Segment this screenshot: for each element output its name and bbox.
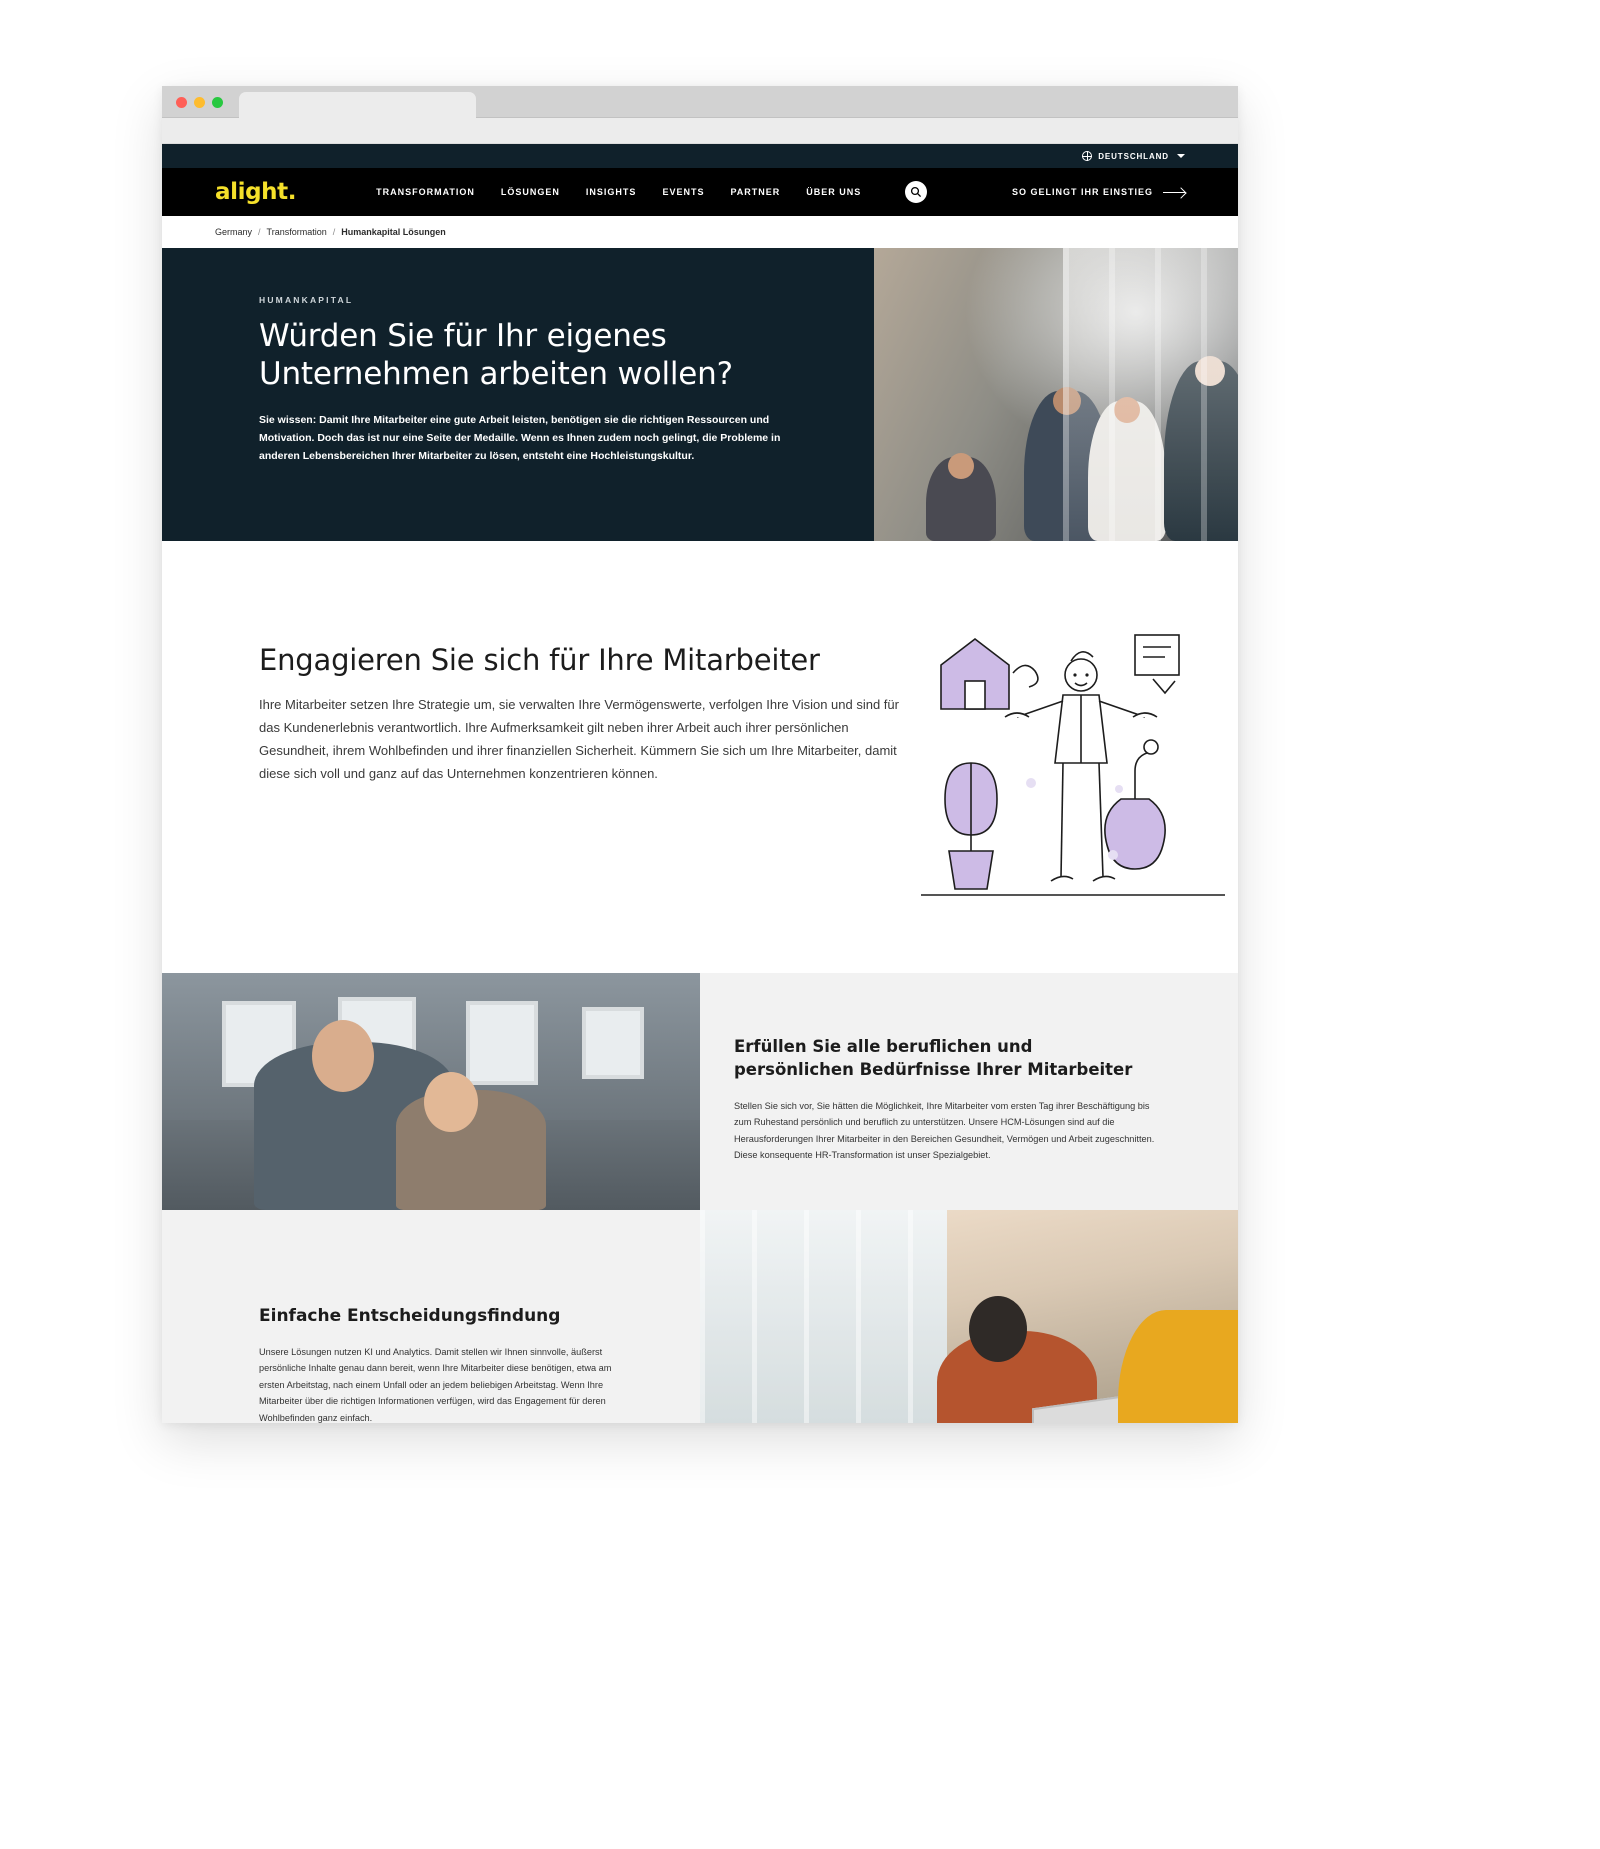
- logo-text: alight: [215, 179, 288, 205]
- nav-links: [376, 181, 927, 203]
- cta-get-started[interactable]: [1012, 187, 1185, 197]
- decorative-figure: [1024, 391, 1110, 541]
- decorative-figure: [1053, 387, 1081, 415]
- cta-label: SO GELINGT IHR EINSTIEG: [1011, 187, 1153, 197]
- locale-selector[interactable]: [1082, 151, 1185, 161]
- engage-section: [162, 541, 1238, 973]
- page-title: Würden Sie für Ihr eigenes Unternehmen arbeiten wollen?: [259, 318, 733, 393]
- decorative-window: [582, 1007, 644, 1079]
- benefits-copy: [700, 973, 1238, 1210]
- logo-dot: .: [287, 179, 297, 205]
- person-juggling-illustration-icon: [913, 613, 1233, 913]
- decision-heading: Einfache Entscheidungsfindung: [259, 1306, 561, 1326]
- close-window-icon[interactable]: [176, 97, 187, 108]
- decision-copy: [162, 1210, 700, 1423]
- website-viewport: [162, 144, 1238, 1423]
- utility-bar: [162, 144, 1238, 168]
- hero-section: [162, 248, 1238, 541]
- hero-body: Sie wissen: Damit Ihre Mitarbeiter eine gute Arbeit leisten, benötigen sie die richtigen Ressourcen und Motivation. Doch das ist nur eine Seite der Medaille. Wenn es Ihnen zudem noch gelingt, die Probleme in anderen Lebensbereichen Ihrer Mitarbeiter zu lösen, entsteht eine Hochleistungskultur.: [259, 414, 781, 463]
- decorative-window: [700, 1210, 947, 1423]
- decorative-figure: [312, 1020, 374, 1092]
- nav-item-partner[interactable]: PARTNER: [730, 187, 781, 197]
- decision-band: [162, 1210, 1238, 1423]
- logo[interactable]: [215, 179, 296, 205]
- browser-toolbar: [162, 118, 1238, 144]
- nav-item-transformation[interactable]: TRANSFORMATION: [376, 187, 475, 197]
- window-controls[interactable]: [176, 97, 223, 108]
- nav-item-events[interactable]: EVENTS: [662, 187, 705, 197]
- benefits-body: Stellen Sie sich vor, Sie hätten die Möglichkeit, Ihre Mitarbeiter vom ersten Tag ihrer Beschäftigung bis zum Ruhestand persönlich und beruflich zu unterstützen. Unsere HCM-Lösungen sind auf die Herausforderungen Ihrer Mitarbeiter in den Bereichen Gesundheit, Vermögen und Arbeit zugeschnitten. Diese konsequente HR-Transformation ist unser Spezialgebiet.: [734, 1100, 1155, 1160]
- chevron-down-icon: [1177, 154, 1185, 158]
- breadcrumb-item-transformation[interactable]: Transformation: [266, 227, 327, 237]
- benefits-band: [162, 973, 1238, 1210]
- engage-heading: Engagieren Sie sich für Ihre Mitarbeiter: [259, 643, 820, 677]
- search-icon[interactable]: [905, 181, 927, 203]
- locale-label: DEUTSCHLAND: [1098, 151, 1169, 161]
- nav-item-ueber-uns[interactable]: ÜBER UNS: [806, 187, 862, 197]
- decision-body: Unsere Lösungen nutzen KI und Analytics. Damit stellen wir Ihnen sinnvolle, äußerst persönliche Inhalte genau dann bereit, wenn Ihre Mitarbeiter diese benötigen, etwa am ersten Arbeitstag, nach einem Unfall oder an jedem beliebigen Arbeitstag. Wenn Ihre Mitarbeiter über die richtigen Informationen verfügen, wird das Engagement für deren Wohlbefinden ganz einfach.: [259, 1347, 612, 1423]
- browser-titlebar: [162, 86, 1238, 118]
- decorative-chair: [1118, 1310, 1238, 1423]
- woman-desk-image: [700, 1210, 1238, 1423]
- breadcrumb: [162, 216, 1238, 248]
- breadcrumb-separator: /: [332, 227, 336, 237]
- decorative-figure: [1088, 401, 1166, 541]
- decorative-figure: [948, 453, 974, 479]
- browser-window: [162, 86, 1238, 1423]
- minimize-window-icon[interactable]: [194, 97, 205, 108]
- engage-body: Ihre Mitarbeiter setzen Ihre Strategie um, sie verwalten Ihre Vermögenswerte, verfolgen Ihre Vision und sind für das Kundenerlebnis verantwortlich. Ihre Aufmerksamkeit gilt neben ihrer Arbeit auch ihrer persönlichen Gesundheit, ihrem Wohlbefinden und ihrer finanziellen Sicherheit. Kümmern Sie sich um Ihre Mitarbeiter, damit diese sich voll und ganz auf das Unternehmen konzentrieren können.: [259, 697, 899, 782]
- couple-house-image: [162, 973, 700, 1210]
- engage-illustration: [899, 603, 1141, 903]
- benefits-heading: Erfüllen Sie alle beruflichen und persönlichen Bedürfnisse Ihrer Mitarbeiter: [734, 1037, 1133, 1080]
- globe-icon: [1082, 151, 1092, 161]
- decorative-figure: [1195, 356, 1225, 386]
- hero-image: [874, 248, 1238, 541]
- decorative-figure: [424, 1072, 478, 1132]
- breadcrumb-item-germany[interactable]: Germany: [215, 227, 253, 237]
- zoom-window-icon[interactable]: [212, 97, 223, 108]
- decorative-window: [466, 1001, 538, 1085]
- browser-tab[interactable]: [239, 92, 476, 118]
- engage-copy: [259, 603, 899, 903]
- decorative-figure: [1164, 361, 1238, 541]
- breadcrumb-item-current: Humankapital Lösungen: [341, 227, 446, 237]
- breadcrumb-separator: /: [258, 227, 261, 237]
- decorative-figure: [969, 1296, 1027, 1362]
- hero-copy: [162, 248, 874, 541]
- hero-eyebrow: HUMANKAPITAL: [259, 295, 354, 305]
- nav-item-loesungen[interactable]: LÖSUNGEN: [500, 187, 560, 197]
- nav-item-insights[interactable]: INSIGHTS: [585, 187, 637, 197]
- arrow-right-icon: [1163, 192, 1185, 193]
- decorative-figure: [1114, 397, 1140, 423]
- main-navigation: [162, 168, 1238, 216]
